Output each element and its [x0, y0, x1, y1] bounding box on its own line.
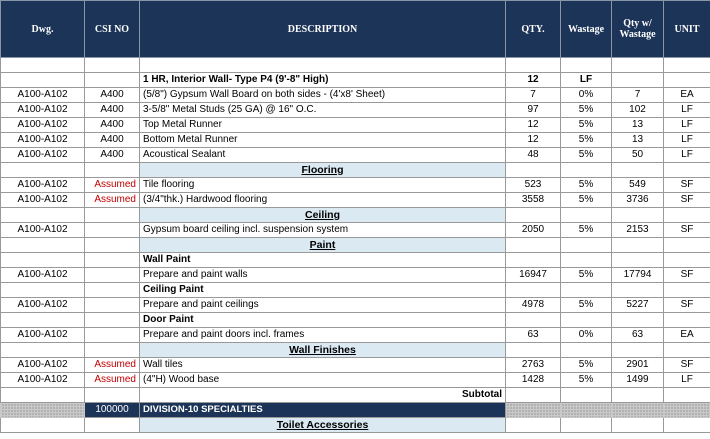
qty-cell[interactable]: 63	[506, 328, 561, 343]
qty-cell[interactable]: 4978	[506, 298, 561, 313]
wastage-cell[interactable]: 5%	[561, 193, 612, 208]
dwg-cell[interactable]: A100-A102	[1, 328, 85, 343]
subtotal-row	[1, 388, 710, 403]
qty-cell[interactable]: 2763	[506, 358, 561, 373]
unit-cell[interactable]: EA	[664, 88, 710, 103]
subheading-wall-paint	[1, 253, 710, 268]
paint-item-row	[1, 328, 710, 343]
dwg-cell[interactable]: A100-A102	[1, 373, 85, 388]
qty-cell[interactable]: 3558	[506, 193, 561, 208]
wall-type-row	[1, 73, 710, 88]
wastage-cell[interactable]: 5%	[561, 118, 612, 133]
unit-cell[interactable]: SF	[664, 193, 710, 208]
wastage-cell[interactable]: 0%	[561, 328, 612, 343]
wall-finish-item-row	[1, 373, 710, 388]
wastage-cell[interactable]: 5%	[561, 358, 612, 373]
csi-cell[interactable]: A400	[85, 148, 140, 163]
qty-cell[interactable]: 97	[506, 103, 561, 118]
header-description[interactable]: DESCRIPTION	[140, 1, 506, 58]
qty-with-wastage-cell[interactable]: 5227	[612, 298, 664, 313]
header-qty-with-wastage[interactable]: Qty w/ Wastage	[612, 1, 664, 58]
partial-row	[1, 433, 710, 439]
wall-paint-label[interactable]: Wall Paint	[140, 253, 506, 268]
dwg-cell[interactable]: A100-A102	[1, 358, 85, 373]
qty-with-wastage-cell[interactable]: 549	[612, 178, 664, 193]
wastage-cell[interactable]: 5%	[561, 103, 612, 118]
division-name[interactable]: DIVISION-10 SPECIALTIES	[140, 403, 506, 418]
qty-with-wastage-cell[interactable]: 102	[612, 103, 664, 118]
subheading-ceiling-paint	[1, 283, 710, 298]
subheading-door-paint	[1, 313, 710, 328]
unit-cell[interactable]: SF	[664, 268, 710, 283]
qty-with-wastage-cell[interactable]: 3736	[612, 193, 664, 208]
description-cell[interactable]: Wall tiles	[140, 358, 506, 373]
header-row	[1, 1, 710, 58]
csi-cell[interactable]: Assumed	[85, 358, 140, 373]
csi-cell[interactable]	[85, 328, 140, 343]
wall-type-title[interactable]: 1 HR, Interior Wall- Type P4 (9'-8" High)	[140, 73, 506, 88]
dwg-cell[interactable]: A100-A102	[1, 88, 85, 103]
qty-cell[interactable]: 7	[506, 88, 561, 103]
qty-cell[interactable]: 16947	[506, 268, 561, 283]
dwg-cell[interactable]: A100-A102	[1, 298, 85, 313]
header-dwg[interactable]: Dwg.	[1, 1, 85, 58]
dwg-cell[interactable]: A100-A102	[1, 133, 85, 148]
section-flooring	[1, 163, 710, 178]
blank-row	[1, 58, 710, 73]
csi-cell[interactable]	[85, 268, 140, 283]
paint-wall-rows	[1, 268, 710, 283]
wall-rows	[1, 88, 710, 163]
wastage-cell[interactable]: 5%	[561, 148, 612, 163]
header-csi-no[interactable]: CSI NO	[85, 1, 140, 58]
qty-with-wastage-cell[interactable]: 1499	[612, 373, 664, 388]
section-title-paint[interactable]: Paint	[140, 238, 506, 253]
unit-cell[interactable]: LF	[664, 103, 710, 118]
dwg-cell[interactable]: A100-A102	[1, 178, 85, 193]
qty-with-wastage-cell[interactable]: 50	[612, 148, 664, 163]
description-cell[interactable]: Prepare and paint doors incl. frames	[140, 328, 506, 343]
description-cell[interactable]: Bottom Metal Runner	[140, 133, 506, 148]
section-title-flooring[interactable]: Flooring	[140, 163, 506, 178]
csi-cell[interactable]: Assumed	[85, 373, 140, 388]
section-paint	[1, 238, 710, 253]
wall-item-row	[1, 118, 710, 133]
unit-cell[interactable]: LF	[664, 133, 710, 148]
qty-with-wastage-cell[interactable]: 13	[612, 133, 664, 148]
wall-item-row	[1, 103, 710, 118]
dwg-cell[interactable]: A100-A102	[1, 103, 85, 118]
wall-type-unit[interactable]: LF	[561, 73, 612, 88]
paint-item-row	[1, 298, 710, 313]
wall-item-row	[1, 133, 710, 148]
qty-with-wastage-cell[interactable]: 13	[612, 118, 664, 133]
subtotal-label[interactable]: Subtotal	[140, 388, 506, 403]
wastage-cell[interactable]: 5%	[561, 373, 612, 388]
section-toilet-accessories	[1, 418, 710, 433]
dwg-cell[interactable]: A100-A102	[1, 118, 85, 133]
description-cell[interactable]: Prepare and paint ceilings	[140, 298, 506, 313]
wall-item-row	[1, 88, 710, 103]
wall-type-qty[interactable]: 12	[506, 73, 561, 88]
qty-with-wastage-cell[interactable]: 2153	[612, 223, 664, 238]
ceiling-item-row	[1, 223, 710, 238]
paint-item-row	[1, 268, 710, 283]
wastage-cell[interactable]: 5%	[561, 298, 612, 313]
description-cell[interactable]: (3/4"thk.) Hardwood flooring	[140, 193, 506, 208]
section-title-wall-finishes[interactable]: Wall Finishes	[140, 343, 506, 358]
csi-cell[interactable]: A400	[85, 88, 140, 103]
qty-with-wastage-cell[interactable]: 7	[612, 88, 664, 103]
division-csi[interactable]: 100000	[85, 403, 140, 418]
csi-cell[interactable]: Assumed	[85, 193, 140, 208]
wall-finish-rows	[1, 358, 710, 388]
section-title-ceiling[interactable]: Ceiling	[140, 208, 506, 223]
flooring-item-row	[1, 193, 710, 208]
description-cell[interactable]: Acoustical Sealant	[140, 148, 506, 163]
wastage-cell[interactable]: 5%	[561, 268, 612, 283]
ceiling-paint-label[interactable]: Ceiling Paint	[140, 283, 506, 298]
unit-cell[interactable]: EA	[664, 328, 710, 343]
description-cell[interactable]: 3-5/8" Metal Studs (25 GA) @ 16" O.C.	[140, 103, 506, 118]
wastage-cell[interactable]: 5%	[561, 223, 612, 238]
unit-cell[interactable]: LF	[664, 118, 710, 133]
qty-with-wastage-cell[interactable]: 63	[612, 328, 664, 343]
division-row	[1, 403, 710, 418]
wall-finish-item-row	[1, 358, 710, 373]
unit-cell[interactable]: LF	[664, 148, 710, 163]
dwg-cell[interactable]: A100-A102	[1, 268, 85, 283]
door-paint-label[interactable]: Door Paint	[140, 313, 506, 328]
wall-item-row	[1, 148, 710, 163]
section-ceiling	[1, 208, 710, 223]
description-cell[interactable]: (5/8") Gypsum Wall Board on both sides - (4'x8' Sheet)	[140, 88, 506, 103]
unit-cell[interactable]: SF	[664, 358, 710, 373]
header-qty[interactable]: QTY.	[506, 1, 561, 58]
description-cell[interactable]: Tile flooring	[140, 178, 506, 193]
dwg-cell[interactable]: A100-A102	[1, 223, 85, 238]
csi-cell[interactable]	[85, 223, 140, 238]
unit-cell[interactable]: SF	[664, 223, 710, 238]
header-wastage[interactable]: Wastage	[561, 1, 612, 58]
description-cell[interactable]: Prepare and paint walls	[140, 268, 506, 283]
qty-with-wastage-cell[interactable]: 17794	[612, 268, 664, 283]
unit-cell[interactable]: SF	[664, 178, 710, 193]
dwg-cell[interactable]: A100-A102	[1, 148, 85, 163]
csi-cell[interactable]: A400	[85, 118, 140, 133]
paint-door-rows	[1, 328, 710, 343]
wastage-cell[interactable]: 5%	[561, 133, 612, 148]
csi-cell[interactable]: Assumed	[85, 178, 140, 193]
description-cell[interactable]: Top Metal Runner	[140, 118, 506, 133]
flooring-rows	[1, 178, 710, 208]
wastage-cell[interactable]: 5%	[561, 178, 612, 193]
header-unit[interactable]: UNIT	[664, 1, 710, 58]
section-title-toilet-accessories[interactable]: Toilet Accessories	[140, 418, 506, 433]
csi-cell[interactable]: A400	[85, 103, 140, 118]
flooring-item-row	[1, 178, 710, 193]
description-cell[interactable]: Gypsum board ceiling incl. suspension system	[140, 223, 506, 238]
qty-cell[interactable]: 2050	[506, 223, 561, 238]
qty-cell[interactable]: 523	[506, 178, 561, 193]
wastage-cell[interactable]: 0%	[561, 88, 612, 103]
unit-cell[interactable]: LF	[664, 373, 710, 388]
qty-cell[interactable]: 48	[506, 148, 561, 163]
ceiling-rows	[1, 223, 710, 238]
qty-with-wastage-cell[interactable]: 2901	[612, 358, 664, 373]
csi-cell[interactable]	[85, 298, 140, 313]
csi-cell[interactable]: A400	[85, 133, 140, 148]
description-cell[interactable]: (4"H) Wood base	[140, 373, 506, 388]
dwg-cell[interactable]: A100-A102	[1, 193, 85, 208]
section-wall-finishes	[1, 343, 710, 358]
paint-ceiling-rows	[1, 298, 710, 313]
unit-cell[interactable]: SF	[664, 298, 710, 313]
qty-cell[interactable]: 1428	[506, 373, 561, 388]
qty-cell[interactable]: 12	[506, 133, 561, 148]
qty-cell[interactable]: 12	[506, 118, 561, 133]
